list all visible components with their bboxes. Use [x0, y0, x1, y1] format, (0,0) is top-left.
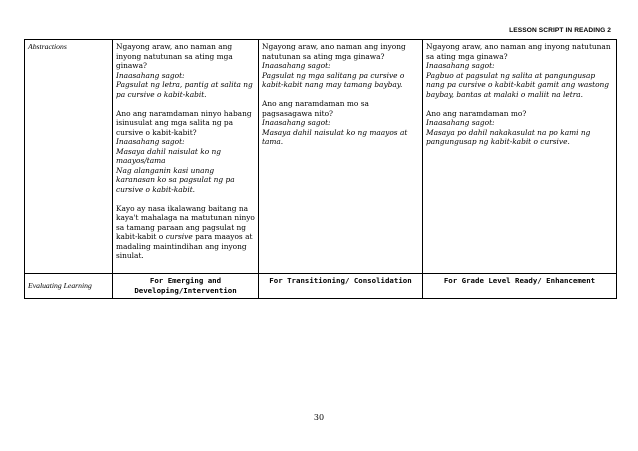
closing-paragraph — [116, 204, 255, 261]
expected-answer-label: Inaasahang sagot: — [116, 70, 185, 80]
expected-answer: Masaya dahil naisulat ko ng maayos at tama. — [262, 127, 408, 146]
closing-text-end: para maayos at madaling maintindihan ang inyong sinulat. — [116, 232, 253, 260]
question-text: Ano ang naramdaman ninyo habang isinusulat ang mga salita ng pa cursive o kabit-kabit? — [116, 108, 252, 137]
expected-answer: Nag alanganin kasi unang karanasan ko sa pagsulat ng pa cursive o kabit-kabit. — [116, 165, 235, 194]
expected-answer-label: Inaasahang sagot: — [426, 61, 495, 70]
question-text: Ano ang naramdaman mo? — [426, 108, 527, 118]
expected-answer: Masaya po dahil nakakasulat na po kami ng pangungusap ng kabit-kabit o cursive. — [426, 127, 591, 146]
expected-answer-label: Inaasahang sagot: — [262, 118, 331, 127]
column-heading-emerging: For Emerging and Developing/Intervention — [113, 274, 259, 299]
evaluating-row — [25, 274, 617, 299]
expected-answer: Pagsulat ng mga salitang pa cursive o kabit-kabit nang may tamang baybay. — [262, 70, 405, 89]
abstractions-col2 — [259, 40, 423, 274]
abstractions-col1 — [113, 40, 259, 274]
column-heading-transitioning: For Transitioning/ Consolidation — [259, 274, 423, 299]
question-text: Ngayong araw, ano naman ang inyong natutunan sa ating mga ginawa? — [426, 42, 611, 61]
page-number: 30 — [313, 413, 325, 422]
expected-answer: Masaya dahil naisulat ko ng maayos/tama — [116, 146, 222, 165]
document-header: LESSON SCRIPT IN READING 2 — [509, 27, 611, 34]
expected-answer: Pagbuo at pagsulat ng salita at pangungusap nang pa cursive o kabit-kabit gamit ang wastong baybay, bantas at malaki o maliit na letra. — [426, 70, 610, 99]
expected-answer-label: Inaasahang sagot: — [426, 118, 495, 127]
expected-answer: Pagsulat ng letra, pantig at salita ng pa cursive o kabit-kabit. — [116, 80, 253, 99]
question-text: Ngayong araw, ano naman ang inyong natutunan sa ating mga ginawa? — [116, 42, 233, 70]
closing-text-start: Kayo ay nasa ikalawang baitang na kaya't mahalaga na matutunan ninyo sa tamang paraan ang pagsulat ng kabit-kabit o — [116, 203, 255, 241]
closing-text-italic: cursive — [165, 232, 193, 241]
abstractions-row — [25, 40, 617, 274]
abstractions-label: Abstractions — [25, 40, 113, 274]
column-heading-grade-level-ready: For Grade Level Ready/ Enhancement — [423, 274, 617, 299]
question-text: Ano ang naramdaman mo sa pagsasagawa nito? — [262, 99, 369, 118]
expected-answer-label: Inaasahang sagot: — [262, 61, 331, 70]
question-text: Ngayong araw, ano naman ang inyong natutunan sa ating mga ginawa? — [262, 42, 406, 61]
lesson-table — [24, 39, 617, 299]
abstractions-col3 — [423, 40, 617, 274]
evaluating-label: Evaluating Learning — [25, 274, 113, 299]
expected-answer-label: Inaasahang sagot: — [116, 137, 185, 146]
